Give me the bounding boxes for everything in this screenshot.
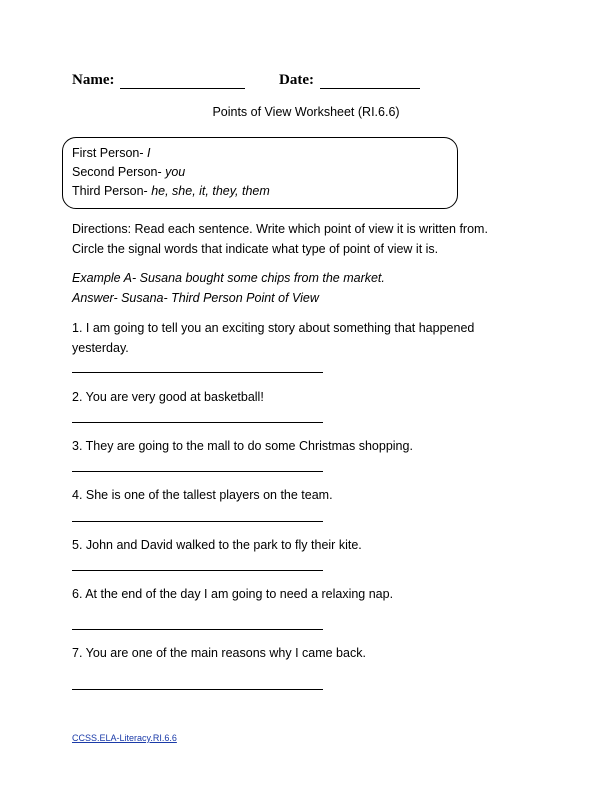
answer-line-4[interactable] [72,521,323,522]
date-field[interactable] [320,73,420,89]
question-1-line-2: yesterday. [72,341,129,355]
question-6: 6. At the end of the day I am going to need a relaxing nap. [72,587,394,601]
answer-line-5[interactable] [72,570,323,571]
directions-line-1: Directions: Read each sentence. Write which point of view it is written from. [72,222,488,236]
first-person-value: I [147,146,151,160]
question-1-line-1: 1. I am going to tell you an exciting story about something that happened [72,321,475,335]
question-3: 3. They are going to the mall to do some Christmas shopping. [72,439,413,453]
worksheet-title: Points of View Worksheet (RI.6.6) [212,105,400,119]
first-person-line [72,146,151,160]
second-person-value: you [165,165,186,179]
question-7: 7. You are one of the main reasons why I came back. [72,646,366,660]
question-5: 5. John and David walked to the park to fly their kite. [72,538,362,552]
third-person-label: Third Person- [72,184,152,198]
answer-line-2[interactable] [72,422,323,423]
example-answer: Answer- Susana- Third Person Point of View [72,291,319,305]
answer-line-1[interactable] [72,372,323,373]
second-person-line [72,165,185,179]
date-label: Date: [279,72,314,88]
answer-line-3[interactable] [72,471,323,472]
name-label: Name: [72,72,115,88]
name-field[interactable] [120,73,245,89]
question-2: 2. You are very good at basketball! [72,390,264,404]
question-4: 4. She is one of the tallest players on the team. [72,488,333,502]
name-date-header [72,72,314,89]
answer-line-6[interactable] [72,629,323,630]
ccss-standard-link[interactable]: CCSS.ELA-Literacy.RI.6.6 [72,733,177,743]
first-person-label: First Person- [72,146,148,160]
second-person-label: Second Person- [72,165,166,179]
third-person-line [72,184,270,198]
directions-line-2: Circle the signal words that indicate what type of point of view it is. [72,242,439,256]
third-person-value: he, she, it, they, them [151,184,270,198]
answer-line-7[interactable] [72,689,323,690]
example-sentence: Example A- Susana bought some chips from the market. [72,271,385,285]
